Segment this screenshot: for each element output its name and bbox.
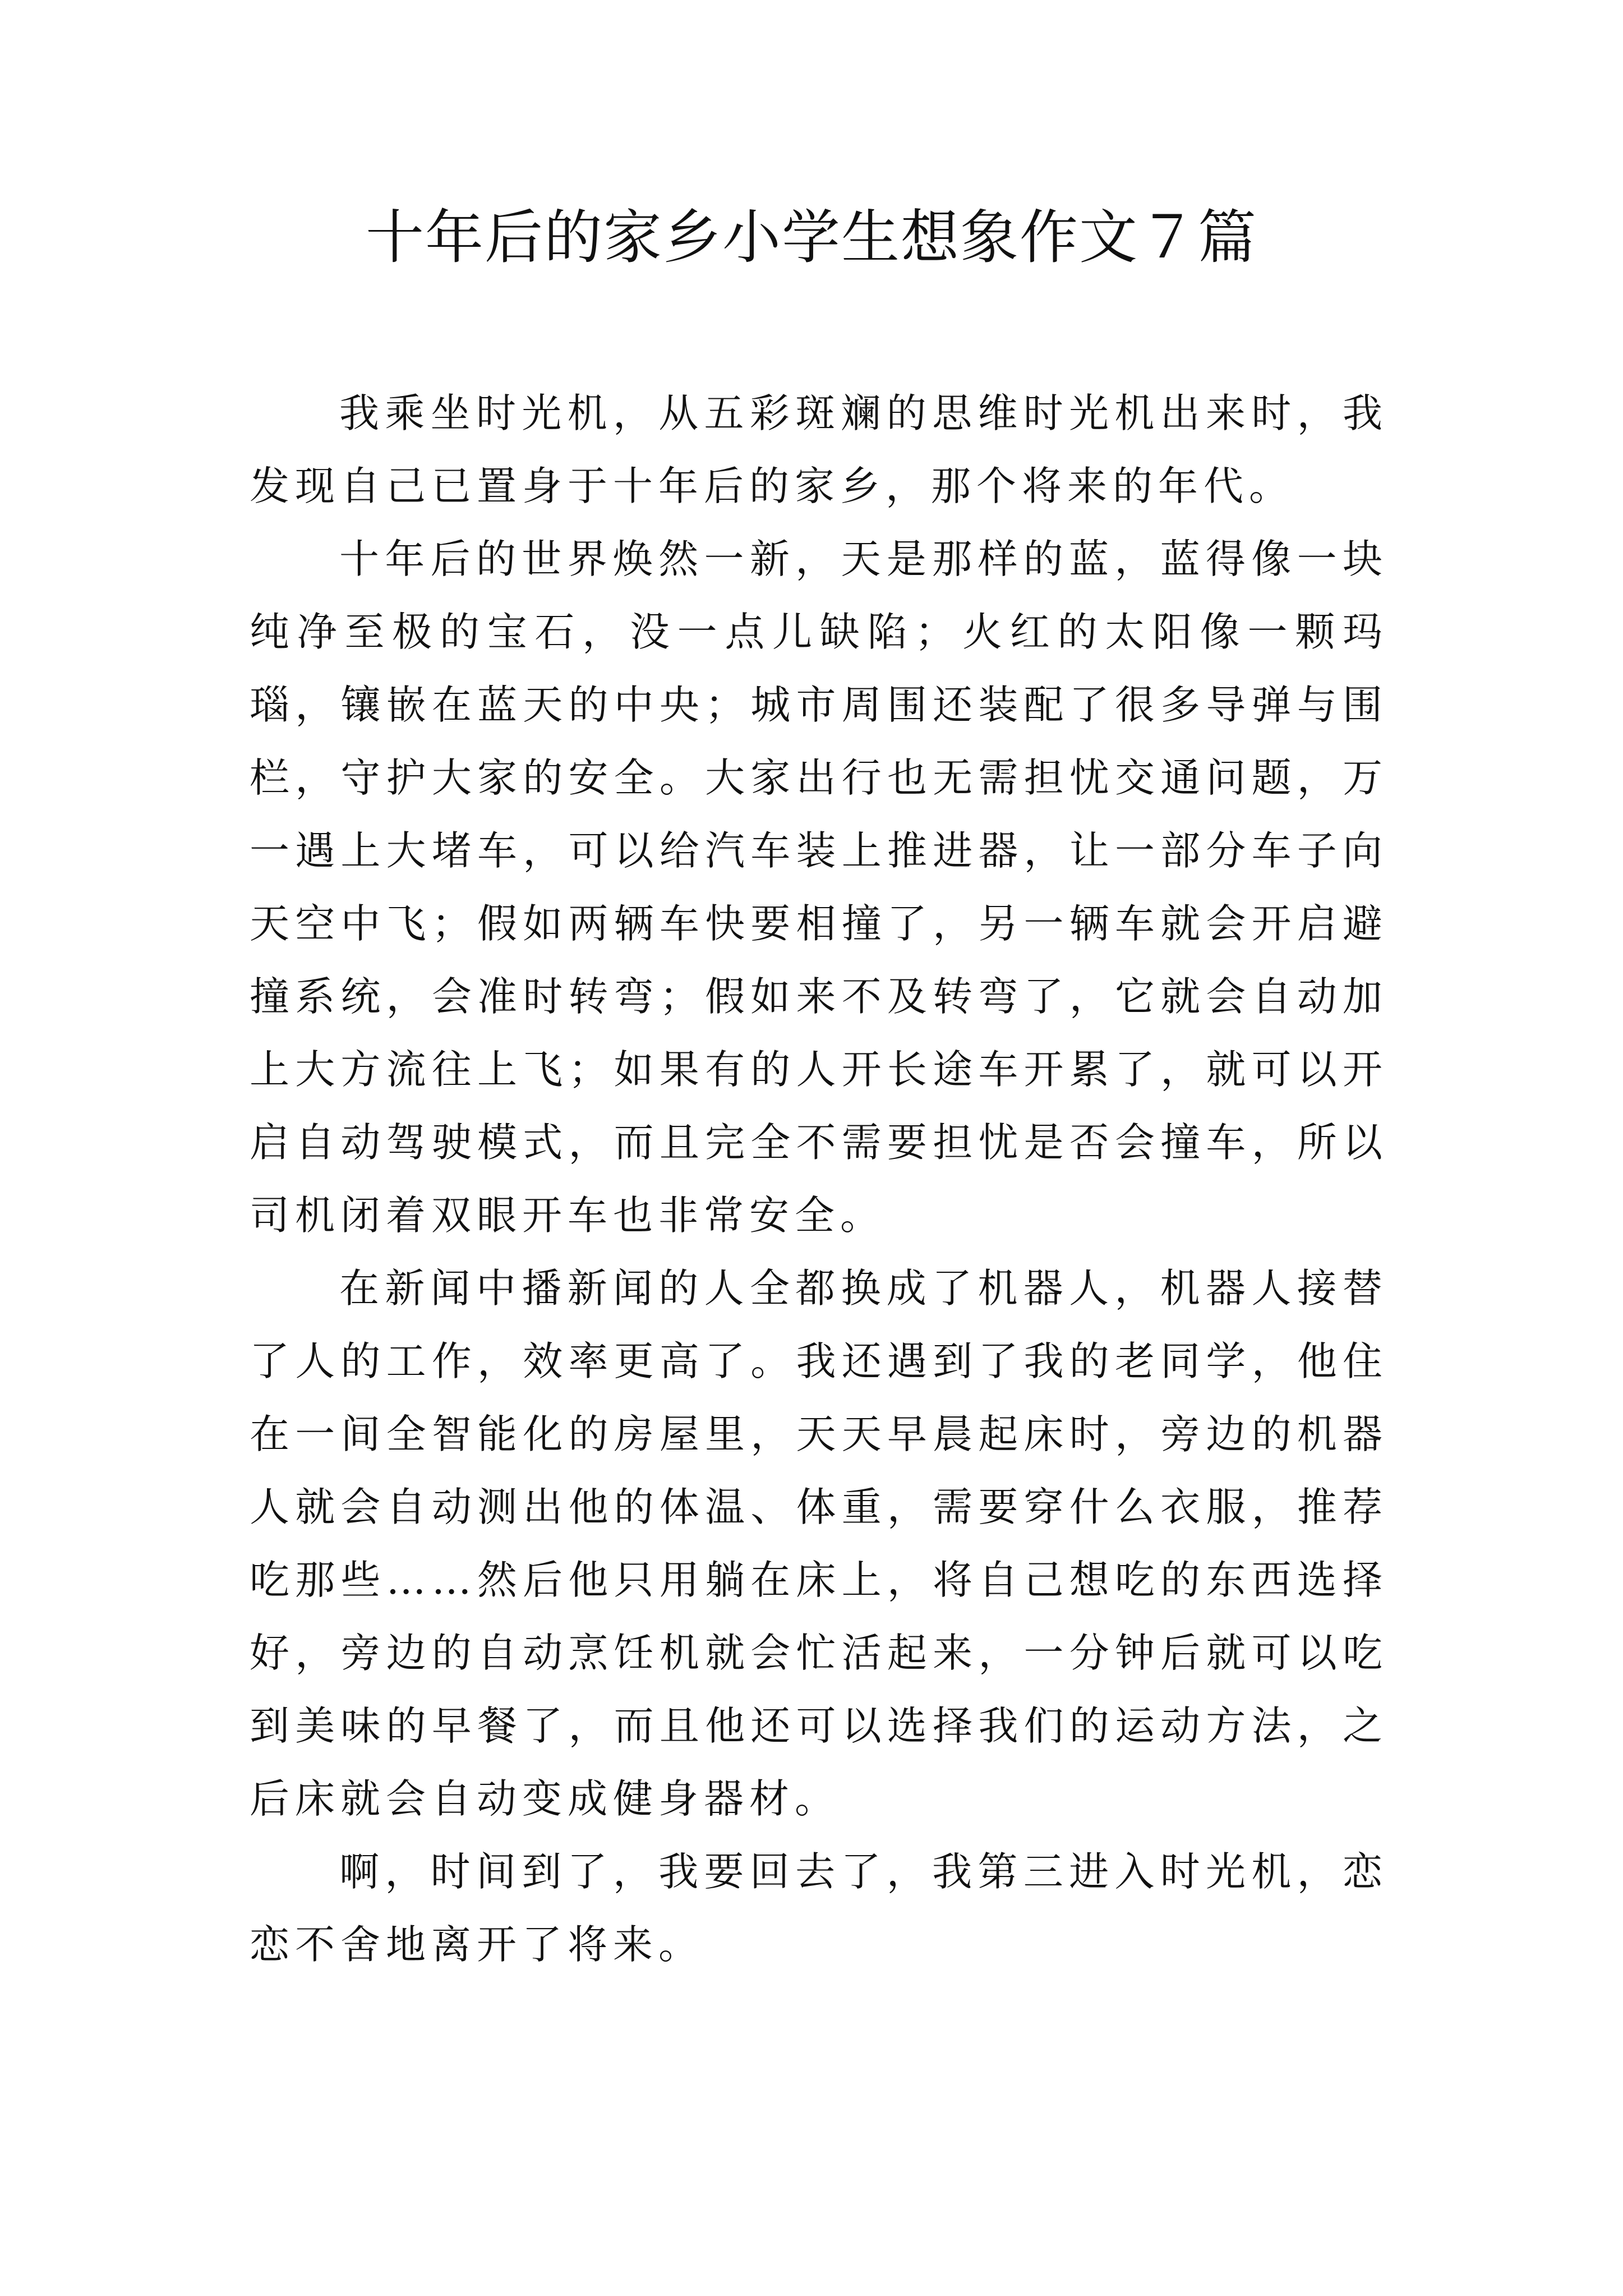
paragraph: 我乘坐时光机，从五彩斑斓的思维时光机出来时，我发现自己已置身于十年后的家乡，那个将来的年代。 (250, 390, 1388, 509)
paragraph: 啊，时间到了，我要回去了，我第三进入时光机，恋恋不舍地离开了将来。 (250, 1848, 1388, 1968)
paragraph: 十年后的世界焕然一新，天是那样的蓝，蓝得像一块纯净至极的宝石，没一点儿缺陷；火红的太阳像一颗玛瑙，镶嵌在蓝天的中央；城市周围还装配了很多导弹与围栏，守护大家的安全。大家出行也无需担忧交通问题，万一遇上大堵车，可以给汽车装上推进器，让一部分车子向天空中飞；假如两辆车快要相撞了，另一辆车就会开启避撞系统，会准时转弯；假如来不及转弯了，它就会自动加上大方流往上飞；如果有的人开长途车开累了，就可以开启自动驾驶模式，而且完全不需要担忧是否会撞车，所以司机闭着双眼开车也非常安全。 (250, 536, 1388, 1239)
document-body (250, 377, 1388, 1981)
document-title: 十年后的家乡小学生想象作文７篇 (365, 203, 1257, 272)
paragraph: 在新闻中播新闻的人全都换成了机器人，机器人接替了人的工作，效率更高了。我还遇到了我的老同学，他住在一间全智能化的房屋里，天天早晨起床时，旁边的机器人就会自动测出他的体温、体重，需要穿什么衣服，推荐吃那些……然后他只用躺在床上，将自己想吃的东西选择好，旁边的自动烹饪机就会忙活起来，一分钟后就可以吃到美味的早餐了，而且他还可以选择我们的运动方法，之后床就会自动变成健身器材。 (250, 1265, 1388, 1822)
